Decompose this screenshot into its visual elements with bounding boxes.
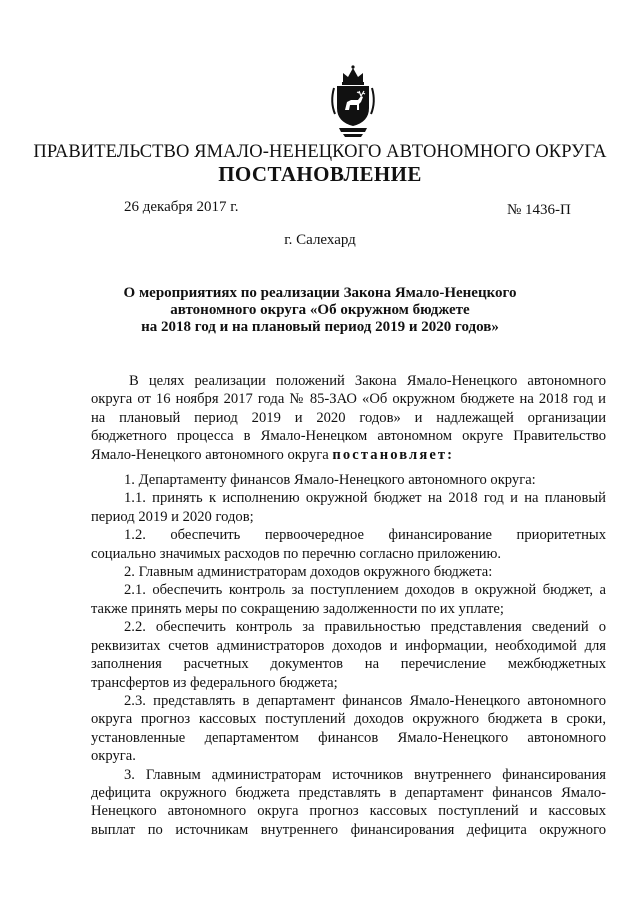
paragraph-2-2-line: заполнения расчетных документов на перечисление межбюджетных xyxy=(91,656,606,673)
preamble-last-line xyxy=(91,446,606,464)
subject-line: автономного округа «Об окружном бюджете xyxy=(170,302,470,318)
decree-word: постановляет: xyxy=(332,446,455,463)
preamble-last-prefix: Ямало-Ненецкого автономного округа xyxy=(91,446,333,463)
document-date: 26 декабря 2017 г. xyxy=(124,199,239,215)
government-title: ПРАВИТЕЛЬСТВО ЯМАЛО-НЕНЕЦКОГО АВТОНОМНОГО ОКРУГА xyxy=(33,142,607,162)
paragraph-1: 1. Департаменту финансов Ямало-Ненецкого автономного округа: xyxy=(124,472,536,489)
paragraph-3-line: выплат по источникам внутреннего финансирования дефицита окружного xyxy=(91,821,606,838)
paragraph-2-2-line: 2.2. обеспечить контроль за правильностью представления сведений о xyxy=(124,619,606,636)
preamble-line: округа от 16 ноября 2017 года № 85-ЗАО «Об окружном бюджете на 2018 год и xyxy=(91,391,606,408)
paragraph-2-2-line: трансфертов из федерального бюджета; xyxy=(91,674,338,691)
paragraph-2-1-line: 2.1. обеспечить контроль за поступлением доходов в окружной бюджет, а xyxy=(124,582,606,599)
document-city: г. Салехард xyxy=(284,232,356,248)
document-subject xyxy=(110,285,530,336)
paragraph-2-2-line: реквизитах счетов администраторов доходов и информации, необходимой для xyxy=(91,637,606,654)
paragraph-3-line: Ненецкого автономного округа прогноз кассовых поступлений и кассовых xyxy=(91,803,606,820)
paragraph-2-3-line: установленные департаментом финансов Ямало-Ненецкого автономного xyxy=(91,729,606,746)
paragraph-2-1-line: также принять меры по сокращению задолженности по их уплате; xyxy=(91,600,504,617)
paragraph-1-2-line: 1.2. обеспечить первоочередное финансирование приоритетных xyxy=(124,527,606,544)
preamble-line: В целях реализации положений Закона Ямало-Ненецкого автономного xyxy=(129,373,606,389)
paragraph-2: 2. Главным администраторам доходов окружного бюджета: xyxy=(124,564,493,581)
paragraph-2-3-line: округа. xyxy=(91,748,136,765)
paragraph-3-line: 3. Главным администраторам источников внутреннего финансирования xyxy=(124,766,606,783)
paragraph-1-1-line: период 2019 и 2020 годов; xyxy=(91,508,254,525)
subject-line: на 2018 год и на плановый период 2019 и 2020 годов» xyxy=(141,319,499,335)
yamal-coat-of-arms-icon xyxy=(328,62,378,140)
paragraph-1-2-line: социально значимых расходов по перечню согласно приложению. xyxy=(91,545,502,562)
paragraph-2-3-line: округа прогноз кассовых поступлений доходов окружного бюджета в сроки, xyxy=(91,711,606,728)
document-type: ПОСТАНОВЛЕНИЕ xyxy=(218,162,422,186)
document-number: № 1436-П xyxy=(507,202,571,218)
subject-line: О мероприятиях по реализации Закона Ямало-Ненецкого xyxy=(123,285,517,301)
preamble-line: бюджетного процесса в Ямало-Ненецком автономном округе Правительство xyxy=(91,428,606,445)
paragraph-3-line: дефицита окружного бюджета представлять в департамент финансов Ямало- xyxy=(91,784,606,801)
paragraph-2-3-line: 2.3. представлять в департамент финансов Ямало-Ненецкого автономного xyxy=(124,692,606,709)
paragraph-1-1-line: 1.1. принять к исполнению окружной бюджет на 2018 год и на плановый xyxy=(124,490,606,507)
preamble-line: на плановый период 2019 и 2020 годов» и надлежащей организации xyxy=(91,409,606,426)
document-body xyxy=(91,372,606,839)
